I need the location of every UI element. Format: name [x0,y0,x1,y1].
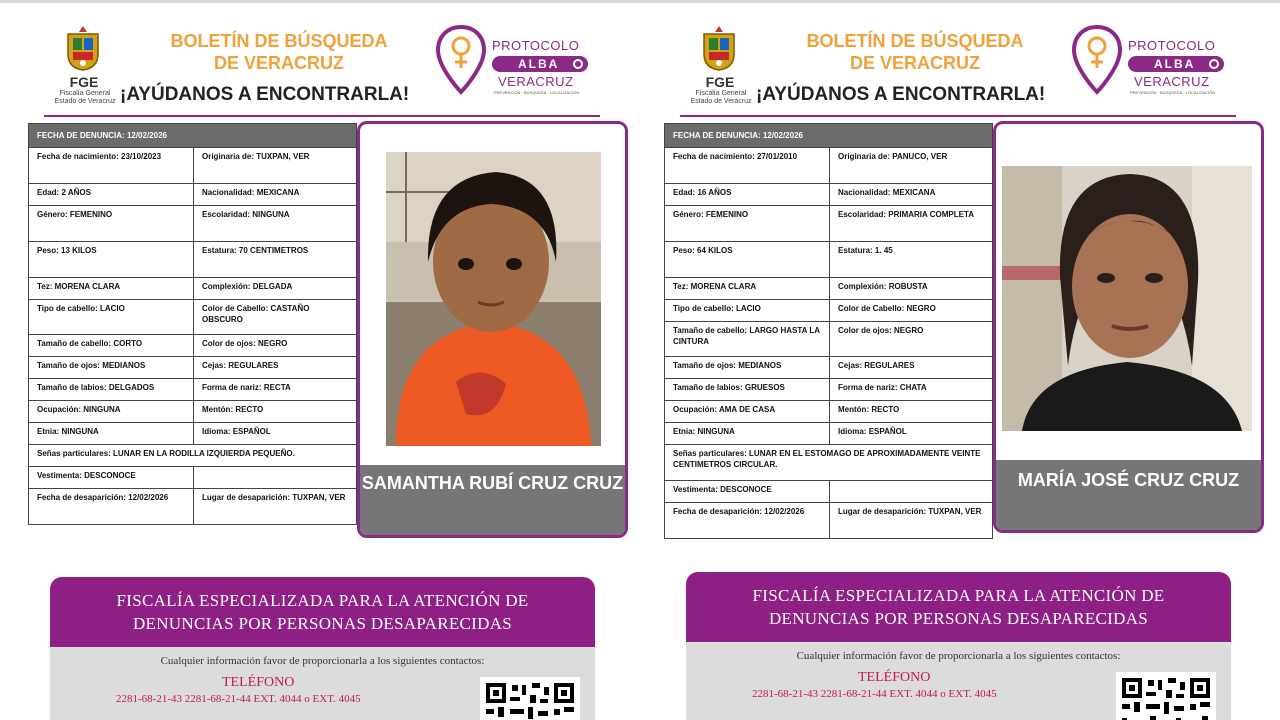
fge-logo-text: FGE [705,74,735,90]
table-cell [194,300,357,335]
bulletin-title-line1: BOLETÍN DE BÚSQUEDA [806,31,1024,51]
alba-name: ALBA [518,57,560,71]
alba-protocolo-label: PROTOCOLO [1128,38,1216,53]
field-label: Cejas: [838,361,863,370]
field-value: REGULARES [228,361,279,370]
qr-code-icon [480,677,580,720]
field-value: NEGRO [906,304,936,313]
table-row [29,242,357,278]
fge-logo-text: FGE [69,74,99,90]
field-value: MORENA CLARA [690,282,757,291]
report-date-label: FECHA DE DENUNCIA: [673,131,761,140]
bulletin-title [146,30,412,74]
field-value: DESCONOCE [720,485,772,494]
field-value: 2 AÑOS [61,188,91,197]
table-row [29,335,357,357]
table-cell [830,379,993,401]
table-cell [665,423,830,445]
field-label: Tez: [37,282,53,291]
contact-instructions: Cualquier información favor de proporcionarla a los siguientes contactos: [160,655,485,667]
table-cell [194,278,357,300]
table-cell [830,322,993,357]
field-label: Tamaño de ojos: [673,361,736,370]
table-row [29,467,357,489]
alba-state-label: VERACRUZ [498,74,574,89]
field-label: Escolaridad: [838,210,887,219]
field-value: TUXPAN, VER [292,493,346,502]
table-row [665,379,993,401]
field-value: MEXICANA [256,188,300,197]
field-label: Mentón: [838,405,870,414]
table-cell [29,335,194,357]
field-value: GRUESOS [744,383,785,392]
table-cell [830,206,993,242]
field-value: LUNAR EN LA RODILLA IZQUIERDA PEQUEÑO. [113,449,295,458]
fiscalia-contact-body [50,647,595,720]
field-value: TUXPAN, VER [256,152,310,161]
report-date-label: FECHA DE DENUNCIA: [37,131,125,140]
table-cell [194,467,357,489]
field-label: Idioma: [838,427,867,436]
field-value: MEDIANOS [102,361,146,370]
field-label: Originaria de: [202,152,255,161]
table-cell [665,322,830,357]
person-data-table [28,123,357,525]
table-row [29,278,357,300]
help-find-heading: ¡AYÚDANOS A ENCONTRARLA! [756,84,1046,105]
table-cell [665,401,830,423]
field-label: Tamaño de cabello: [37,339,112,348]
report-date-value: 12/02/2026 [126,131,167,140]
table-row [29,206,357,242]
field-value: REGULARES [864,361,915,370]
field-value: 64 KILOS [697,246,733,255]
table-cell [194,423,357,445]
report-date-value: 12/02/2026 [762,131,803,140]
table-cell [29,242,194,278]
field-label: Fecha de nacimiento: [37,152,119,161]
state-seal-icon [64,24,102,72]
bulletin-title [782,30,1048,74]
field-label: Originaria de: [838,152,891,161]
table-row [29,184,357,206]
table-cell [194,401,357,423]
photo-card [993,121,1264,533]
phone-label: TELÉFONO [222,675,295,690]
table-cell [830,423,993,445]
table-cell [29,300,194,335]
field-label: Vestimenta: [673,485,718,494]
field-value: 1. 45 [874,246,893,255]
field-label: Color de ojos: [202,339,256,348]
field-value: LACIO [735,304,761,313]
field-value: TUXPAN, VER [928,507,982,516]
field-value: NINGUNA [83,405,121,414]
field-label: Cejas: [202,361,227,370]
bulletin-title-line2: DE VERACRUZ [849,53,980,73]
alba-name: ALBA [1154,57,1196,71]
fge-subtitle-line2: Estado de Veracruz [54,98,116,105]
field-label: Forma de nariz: [202,383,262,392]
table-cell [665,503,830,539]
field-value: MEXICANA [892,188,936,197]
field-label: Escolaridad: [202,210,251,219]
help-find-heading: ¡AYÚDANOS A ENCONTRARLA! [120,84,410,105]
fiscalia-title-line1: FISCALÍA ESPECIALIZADA PARA LA ATENCIÓN DE [116,591,529,610]
field-value: RECTO [871,405,900,414]
person-data-table [664,123,993,539]
table-cell [29,423,194,445]
field-value: DELGADOS [108,383,155,392]
table-row [665,503,993,539]
field-value: PRIMARIA COMPLETA [888,210,975,219]
missing-person-name: MARÍA JOSÉ CRUZ CRUZ [996,460,1261,530]
field-label: Nacionalidad: [838,188,891,197]
fiscalia-title-line1: FISCALÍA ESPECIALIZADA PARA LA ATENCIÓN DE [752,586,1165,605]
missing-person-name: SAMANTHA RUBÍ CRUZ CRUZ [360,465,625,535]
photo-illustration [386,152,601,446]
bulletin-title-line1: BOLETÍN DE BÚSQUEDA [170,31,388,51]
table-cell [194,379,357,401]
field-value: CHATA [899,383,927,392]
table-cell [194,148,357,184]
field-label: Etnia: [37,427,60,436]
field-label: Nacionalidad: [202,188,255,197]
fiscalia-title-line2: DENUNCIAS POR PERSONAS DESAPARECIDAS [768,609,1149,628]
field-label: Peso: [37,246,59,255]
table-cell [830,184,993,206]
table-cell [194,357,357,379]
table-cell [194,489,357,525]
table-row [665,357,993,379]
report-date-cell [29,124,357,148]
field-label: Etnia: [673,427,696,436]
contact-instructions: Cualquier información favor de proporcionarla a los siguientes contactos: [796,650,1121,662]
field-label: Tamaño de cabello: [673,326,748,335]
table-cell [194,242,357,278]
table-row [665,124,993,148]
bulletin-title-line2: DE VERACRUZ [213,53,344,73]
table-row [665,242,993,278]
table-cell [29,401,194,423]
field-value: AMA DE CASA [718,405,776,414]
field-value: CORTO [113,339,143,348]
fiscalia-title [50,577,595,647]
table-cell [665,206,830,242]
bulletin-left [28,0,638,720]
alba-state-label: VERACRUZ [1134,74,1210,89]
field-value: 13 KILOS [61,246,97,255]
field-label: Señas particulares: [673,449,747,458]
alba-logo [1128,56,1224,72]
field-label: Género: [37,210,68,219]
fge-subtitle-line2: Estado de Veracruz [690,98,752,105]
table-cell [665,242,830,278]
field-value: 70 CENTIMETROS [238,246,309,255]
table-row [29,489,357,525]
missing-person-photo [1002,166,1252,431]
table-row [29,300,357,335]
fge-subtitle [686,90,756,106]
field-label: Género: [673,210,704,219]
table-cell [29,184,194,206]
table-row [665,148,993,184]
field-value: DESCONOCE [84,471,136,480]
field-label: Señas particulares: [37,449,111,458]
search-icon [1209,59,1219,69]
field-label: Complexión: [838,282,887,291]
table-cell [830,401,993,423]
table-cell [665,379,830,401]
fge-subtitle-line1: Fiscalía General [695,90,747,97]
table-row [29,401,357,423]
fge-subtitle [50,90,120,106]
photo-illustration [1002,166,1252,431]
field-label: Color de ojos: [838,326,892,335]
table-cell [29,379,194,401]
field-value: 27/01/2010 [757,152,798,161]
table-row [665,278,993,300]
table-row [29,357,357,379]
field-label: Lugar de desaparición: [202,493,291,502]
field-label: Ocupación: [673,405,718,414]
table-row [29,445,357,467]
field-label: Forma de nariz: [838,383,898,392]
field-value: NEGRO [258,339,288,348]
field-label: Color de Cabello: [838,304,905,313]
field-label: Lugar de desaparición: [838,507,927,516]
table-cell [665,300,830,322]
field-label: Tamaño de ojos: [37,361,100,370]
header-rule [680,115,1236,117]
alba-protocolo-label: PROTOCOLO [492,38,580,53]
table-row [665,445,993,481]
field-value: LACIO [99,304,125,313]
field-label: Edad: [673,188,696,197]
table-cell [194,335,357,357]
field-value: NINGUNA [61,427,99,436]
phone-numbers: 2281-68-21-43 2281-68-21-44 EXT. 4044 o EXT. 4045 [752,688,997,700]
female-symbol-pin-icon [1070,24,1124,96]
table-row [665,481,993,503]
field-value: ROBUSTA [888,282,928,291]
field-value: 16 AÑOS [697,188,732,197]
field-label: Mentón: [202,405,234,414]
alba-logo [492,56,588,72]
table-cell [830,300,993,322]
field-label: Tez: [673,282,689,291]
header-rule [44,115,600,117]
table-row [29,423,357,445]
table-cell [665,357,830,379]
field-value: FEMENINO [69,210,113,219]
female-symbol-pin-icon [434,24,488,96]
state-seal-icon [700,24,738,72]
search-icon [573,59,583,69]
table-cell [29,489,194,525]
field-value: RECTA [263,383,291,392]
table-cell [830,242,993,278]
fge-subtitle-line1: Fiscalía General [59,90,111,97]
table-cell [194,206,357,242]
table-row [665,401,993,423]
field-value: MORENA CLARA [54,282,121,291]
field-value: NINGUNA [252,210,290,219]
field-value: 23/10/2023 [121,152,162,161]
field-label: Idioma: [202,427,231,436]
field-label: Fecha de desaparición: [673,507,762,516]
field-label: Tipo de cabello: [673,304,734,313]
field-value: MEDIANOS [738,361,782,370]
field-value: NINGUNA [697,427,735,436]
phone-label: TELÉFONO [858,670,931,685]
bulletin-right [664,0,1274,720]
field-label: Vestimenta: [37,471,82,480]
field-value: CASTAÑO OBSCURO [202,304,310,324]
phone-numbers: 2281-68-21-43 2281-68-21-44 EXT. 4044 o EXT. 4045 [116,693,361,705]
table-cell [665,481,830,503]
field-label: Complexión: [202,282,251,291]
field-value: ESPAÑOL [232,427,271,436]
table-row [665,423,993,445]
field-value: 12/02/2026 [764,507,805,516]
table-row [29,379,357,401]
field-value: PANUCO, VER [892,152,948,161]
table-cell [830,503,993,539]
field-label: Ocupación: [37,405,82,414]
field-value: NEGRO [894,326,924,335]
field-value: LARGO HASTA LA CINTURA [673,326,820,346]
table-cell [194,184,357,206]
field-label: Tamaño de labios: [37,383,107,392]
table-cell [665,148,830,184]
table-cell [830,148,993,184]
fiscalia-title-line2: DENUNCIAS POR PERSONAS DESAPARECIDAS [132,614,513,633]
table-row [29,148,357,184]
table-cell [29,278,194,300]
field-label: Estatura: [838,246,873,255]
field-value: LUNAR EN EL ESTOMAGO DE APROXIMADAMENTE VEINTE CENTIMETROS CIRCULAR. [673,449,981,469]
qr-code-icon [1116,672,1216,720]
table-cell [665,278,830,300]
field-label: Peso: [673,246,695,255]
field-value: RECTO [235,405,264,414]
table-row [665,300,993,322]
table-cell [830,357,993,379]
field-value: ESPAÑOL [868,427,907,436]
field-label: Estatura: [202,246,237,255]
table-row [665,322,993,357]
distinguishing-marks-cell [29,445,357,467]
table-cell [29,206,194,242]
report-date-cell [665,124,993,148]
field-label: Tamaño de labios: [673,383,743,392]
photo-card [357,121,628,538]
alba-tagline: PREVENCIÓN · BÚSQUEDA · LOCALIZACIÓN [1130,90,1216,95]
table-cell [29,357,194,379]
table-cell [665,184,830,206]
field-label: Fecha de desaparición: [37,493,126,502]
field-value: 12/02/2026 [128,493,169,502]
field-value: DELGADA [252,282,293,291]
table-cell [29,148,194,184]
table-cell [29,467,194,489]
field-label: Color de Cabello: [202,304,269,313]
alba-tagline: PREVENCIÓN · BÚSQUEDA · LOCALIZACIÓN [494,90,580,95]
field-label: Fecha de nacimiento: [673,152,755,161]
fiscalia-title [686,572,1231,642]
table-row [29,124,357,148]
table-cell [830,481,993,503]
fiscalia-contact-body [686,642,1231,720]
field-label: Tipo de cabello: [37,304,98,313]
table-cell [830,278,993,300]
field-value: FEMENINO [705,210,749,219]
table-row [665,206,993,242]
distinguishing-marks-cell [665,445,993,481]
table-row [665,184,993,206]
field-label: Edad: [37,188,60,197]
missing-person-photo [386,152,601,446]
